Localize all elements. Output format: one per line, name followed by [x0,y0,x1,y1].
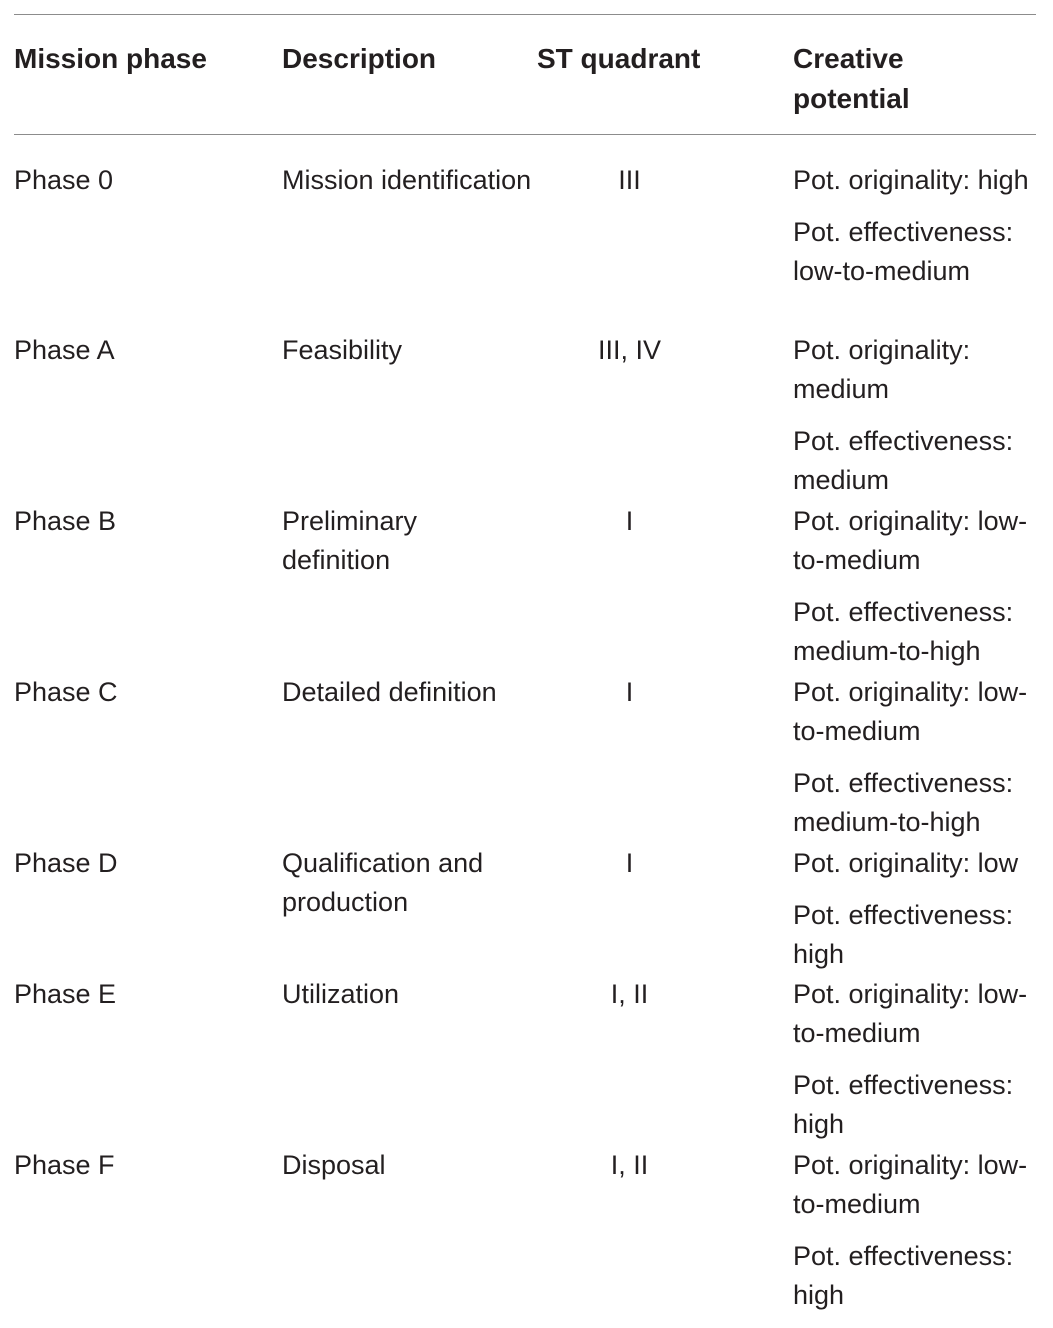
originality-text: Pot. originality: low-to-medium [793,506,1028,575]
header-rule [14,134,1036,135]
originality-text: Pot. originality: low-to-medium [793,1150,1028,1219]
cell-st-quadrant: I [625,848,634,878]
cell-description: Preliminary definition [282,506,418,575]
originality-text: Pot. originality: medium [793,335,971,404]
cell-description: Mission identification [282,165,532,195]
cell-description: Disposal [282,1150,386,1180]
cell-creative-potential [793,161,1043,291]
header-st-quadrant: ST quadrant [537,43,701,74]
cell-creative-potential [793,1146,1043,1315]
table-row [14,502,1036,673]
cell-phase: Phase C [14,677,118,707]
cell-st-quadrant: I [625,506,634,536]
effectiveness-text: Pot. effectiveness: low-to-medium [793,217,1014,286]
effectiveness-text: Pot. effectiveness: high [793,1241,1014,1310]
cell-creative-potential [793,331,1043,500]
cell-phase: Phase B [14,506,117,536]
header-creative-potential: Creative potential [793,43,910,114]
effectiveness-text: Pot. effectiveness: medium [793,426,1014,495]
cell-st-quadrant: III, IV [597,335,662,365]
cell-phase: Phase 0 [14,165,114,195]
cell-st-quadrant: III [618,165,641,195]
table-row [14,1146,1036,1316]
table-row [14,673,1036,844]
cell-st-quadrant: I, II [610,1150,649,1180]
cell-description: Feasibility [282,335,403,365]
cell-phase: Phase E [14,979,117,1009]
mission-phase-table [14,14,1036,1310]
originality-text: Pot. originality: low [793,848,1019,878]
cell-creative-potential [793,844,1043,974]
cell-creative-potential [793,673,1043,842]
table-row [14,331,1036,502]
cell-st-quadrant: I [625,677,634,707]
table-row [14,161,1036,331]
cell-phase: Phase A [14,335,115,365]
originality-text: Pot. originality: high [793,165,1029,195]
cell-phase: Phase D [14,848,118,878]
cell-description: Detailed definition [282,677,497,707]
cell-description: Utilization [282,979,400,1009]
effectiveness-text: Pot. effectiveness: high [793,900,1014,969]
cell-st-quadrant: I, II [610,979,649,1009]
originality-text: Pot. originality: low-to-medium [793,979,1028,1048]
cell-phase: Phase F [14,1150,115,1180]
effectiveness-text: Pot. effectiveness: medium-to-high [793,768,1014,837]
table-header [14,15,1036,134]
originality-text: Pot. originality: low-to-medium [793,677,1028,746]
table-row [14,844,1036,975]
cell-creative-potential [793,502,1043,671]
header-mission-phase: Mission phase [14,43,207,74]
table-row [14,975,1036,1146]
effectiveness-text: Pot. effectiveness: high [793,1070,1014,1139]
cell-description: Qualification and production [282,848,484,917]
effectiveness-text: Pot. effectiveness: medium-to-high [793,597,1014,666]
header-description: Description [282,43,437,74]
cell-creative-potential [793,975,1043,1144]
